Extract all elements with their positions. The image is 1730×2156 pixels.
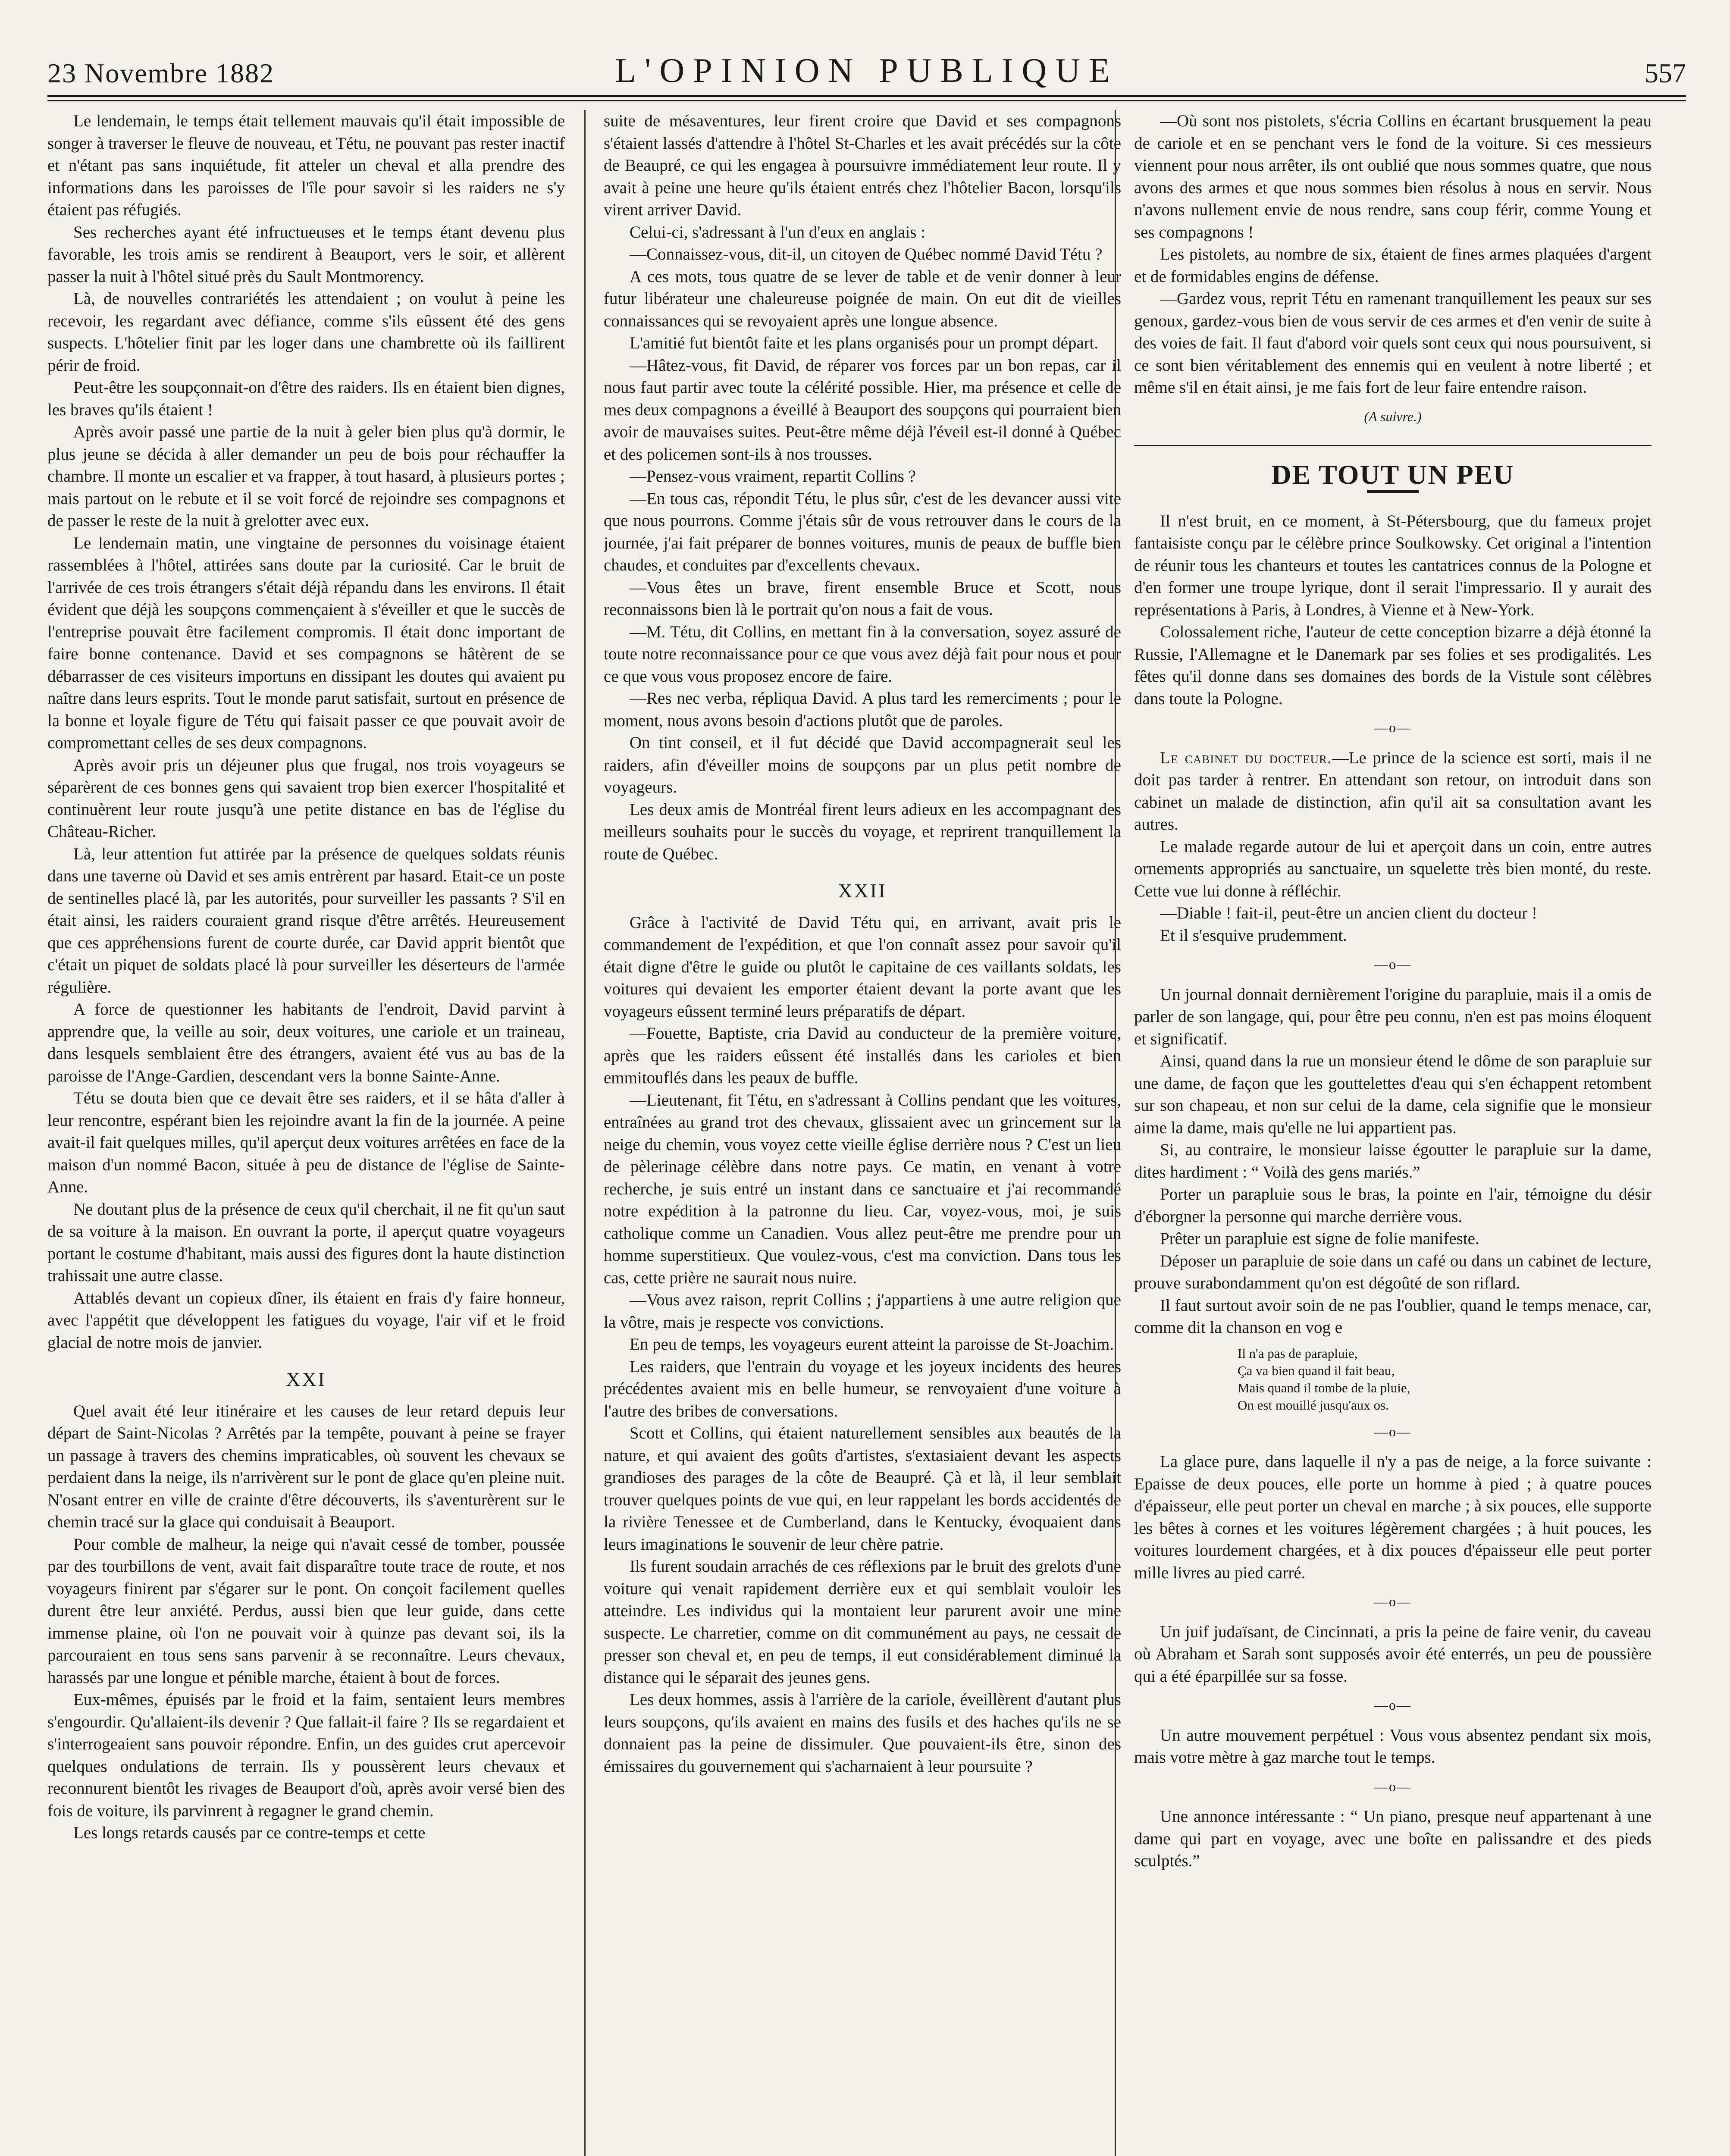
verse-line: Mais quand il tombe de la pluie, xyxy=(1238,1380,1410,1395)
paragraph: —Pensez-vous vraiment, repartit Collins ? xyxy=(630,467,916,486)
paragraph: Il faut surtout avoir soin de ne pas l'oublier, quand le temps menace, car, comme dit la chanson en vog e xyxy=(1134,1296,1652,1337)
paragraph: Porter un parapluie sous le bras, la pointe en l'air, témoigne du désir d'éborgner la personne qui marche derrière vous. xyxy=(1134,1185,1652,1226)
paragraph: Là, leur attention fut attirée par la présence de quelques soldats réunis dans une taverne où David et ses amis entrèrent par hasard. Etait-ce un poste de sentinelles placé là, par les autorités, pour surveiller les passants ? S'il en était ainsi, les raiders couraient grand risque d'être arrêtés. Heureusement que ces appréhensions furent de courte durée, car David apprit bientôt que c'était un piquet de soldats placé là pour surveiller les déserteurs de l'armée régulière. xyxy=(47,844,565,997)
paragraph: A force de questionner les habitants de l'endroit, David parvint à apprendre que, la veille au soir, deux voitures, une cariole et un traineau, dans lesquels semblaient être des étrangers, avaient été vus au bas de la paroisse de l'Ange-Gardien, descendant vers la bonne Sainte-Anne. xyxy=(47,1000,565,1085)
paragraph: —Hâtez-vous, fit David, de réparer vos forces par un bon repas, car il nous faut partir avec toute la célérité possible. Hier, ma présence et celle de mes deux compagnons a éveillé à Beauport des soupçons qui pourraient bien avoir de mauvaises suites. Peut-être même déjà l'éveil est-il donné à Québec et des policemen sont-ils à nos trousses. xyxy=(604,356,1121,464)
paragraph: Le malade regarde autour de lui et aperçoit dans un coin, entre autres ornements appropriés au sanctuaire, un squelette très bien monté, du reste. Cette vue lui donne à réfléchir. xyxy=(1134,837,1652,900)
paragraph: Eux-mêmes, épuisés par le froid et la faim, sentaient leurs membres s'engourdir. Qu'allaient-ils devenir ? Que fallait-il faire ? Ils se regardaient et s'interrogeaient sans pouvoir répondre. Enfin, un des guides crut apercevoir quelques ondulations de terrain. Ils y poussèrent leurs chevaux et reconnurent bientôt les rivages de Beauport d'où, après avoir versé bien des fois de voiture, ils parvinrent à regagner le grand chemin. xyxy=(47,1690,565,1820)
paragraph: Après avoir passé une partie de la nuit à geler bien plus qu'à dormir, le plus jeune se décida à aller demander un peu de bois pour réchauffer la chambre. Il monte un escalier et va frapper, à tout hasard, à plusieurs portes ; mais partout on le rebute et il se voit forcé de rejoindre ses compagnons et de passer le reste de la nuit à grelotter avec eux. xyxy=(47,423,565,530)
chapter-heading: XXI xyxy=(286,1368,326,1390)
item-text: —Le prince de la science est sorti, mais il ne doit pas tarder à rentrer. En attendant son retour, on introduit dans son cabinet un malade de distinction, afin qu'il ait sa consultation avant les autres. xyxy=(1134,748,1652,834)
item-divider: —o— xyxy=(1374,1594,1411,1609)
paragraph: Et il s'esquive prudemment. xyxy=(1160,926,1347,945)
paragraph: Les deux amis de Montréal firent leurs adieux en les accompagnant des meilleurs souhaits pour le succès du voyage, et reprirent tranquillement la route de Québec. xyxy=(604,800,1121,863)
paragraph: Là, de nouvelles contrariétés les attendaient ; on voulut à peine les recevoir, les regardant avec défiance, comme s'ils eûssent été des gens suspects. L'hôtelier finit par les loger dans une chambrette où ils faillirent périr de froid. xyxy=(47,289,565,375)
paragraph: Le lendemain, le temps était tellement mauvais qu'il était impossible de songer à traverser le fleuve de nouveau, et Tétu, ne pouvant pas rester inactif et n'étant pas sans inquiétude, fit atteler un cheval et alla prendre des informations dans les paroisses de l'île pour savoir si les raiders ne s'y étaient pas réfugiés. xyxy=(47,112,565,219)
paragraph: —Lieutenant, fit Tétu, en s'adressant à Collins pendant que les voitures, entraînées au grand trot des chevaux, glissaient avec un grincement sur la neige du chemin, vous voyez cette vieille église derrière nous ? C'est un lieu de pèlerinage célèbre dans notre pays. Ce matin, en venant à votre recherche, je suis entré un instant dans ce sanctuaire et j'ai recommandé notre expédition à la patronne du lieu. Car, voyez-vous, moi, je suis catholique comme un Canadien. Vous allez peut-être me prendre pour un homme superstitieux. Que voulez-vous, c'est ma conviction. Dans tous les cas, cette prière ne saurait nous nuire. xyxy=(604,1091,1121,1287)
paragraph: Si, au contraire, le monsieur laisse égoutter le parapluie sur la dame, dites hardiment : “ Voilà des gens mariés.” xyxy=(1134,1141,1652,1181)
item-divider: —o— xyxy=(1374,1778,1411,1794)
paragraph: On tint conseil, et il fut décidé que David accompagnerait seul les raiders, afin d'éveiller moins de soupçons par un plus petit nombre de voyageurs. xyxy=(604,733,1121,796)
paragraph: Le lendemain matin, une vingtaine de personnes du voisinage étaient rassemblées à l'hôtel, attirées sans doute par la curiosité. Car le bruit de l'arrivée de ces trois étrangers s'était déjà répandu dans les environs. Il était évident que déjà les soupçons commençaient à s'éveiller et que le succès de l'entreprise pouvait être facilement compromis. Il était donc important de faire bonne contenance. David et ses compagnons se hâtèrent de se débarrasser de ces visiteurs importuns en dissipant les doutes qui avaient pu naître dans leurs esprits. Tout le monde parut satisfait, surtout en présence de la bonne et loyale figure de Tétu qui faisait passer ce que pouvait avoir de compromettant celles de ses deux compagnons. xyxy=(47,533,565,752)
item-divider: —o— xyxy=(1374,1697,1411,1713)
paragraph: Ils furent soudain arrachés de ces réflexions par le bruit des grelots d'une voiture qui venait rapidement derrière eux et qui semblait vouloir les atteindre. Les individus qui la montaient leur parurent avoir une mine suspecte. Le charretier, comme on dit communément au pays, ne cessait de presser son cheval et, en peu de temps, il eut considérablement diminué la distance qui le séparait des jeunes gens. xyxy=(604,1557,1121,1687)
paragraph: Ainsi, quand dans la rue un monsieur étend le dôme de son parapluie sur une dame, de façon que les gouttelettes d'eau qui s'en échappent retombent sur son chapeau, et non sur celui de la dame, cela signifie que le monsieur aime la dame, mais qu'elle ne lui appartient pas. xyxy=(1134,1052,1652,1137)
paragraph: Pour comble de malheur, la neige qui n'avait cessé de tomber, poussée par des tourbillons de vent, avait fait disparaître toute trace de route, et nos voyageurs finirent par s'égarer sur le pont. On conçoit facilement quelles durent être leur anxiété. Perdus, aussi bien que leur guide, dans cette immense plaine, où l'on ne pouvait voir à quinze pas devant soi, ils la parcouraient en tous sens sans parvenir à se reconnaître. Leurs chevaux, harassés par une longue et pénible marche, étaient à bout de forces. xyxy=(47,1535,565,1687)
to-be-continued: (A suivre.) xyxy=(1364,408,1422,424)
paragraph: Scott et Collins, qui étaient naturellement sensibles aux beautés de la nature, et qui avaient des goûts d'artistes, s'extasiaient devant les aspects grandioses des parages de la côte de Beaupré. Çà et là, il leur semblait trouver quelques points de vue qui, en leur rappelant les bords accidentés de la rivière Tenessee et de Cumberland, dans le Kentucky, évoquaient dans leurs imaginations le souvenir de leur chère patrie. xyxy=(604,1424,1121,1554)
paragraph: Un juif judaïsant, de Cincinnati, a pris la peine de faire venir, du caveau où Abraham et Sarah sont supposés avoir été enterrés, un peu de poussière qui a été éparpillée sur sa fosse. xyxy=(1134,1622,1652,1686)
paragraph: —Vous avez raison, reprit Collins ; j'appartiens à une autre religion que la vôtre, mais je respecte vos convictions. xyxy=(604,1291,1121,1332)
paragraph: Quel avait été leur itinéraire et les causes de leur retard depuis leur départ de Saint-Nicolas ? Arrêtés par la tempête, pouvant à peine se frayer un passage à travers des chemins impraticables, où souvent les chevaux se perdaient dans la neige, ils n'arrivèrent sur le pont de glace qu'en pleine nuit. N'osant entrer en ville de crainte d'être découverts, ils s'aventurèrent sur le chemin tracé sur la glace qui conduisait à Beauport. xyxy=(47,1401,565,1531)
paragraph: Prêter un parapluie est signe de folie manifeste. xyxy=(1160,1229,1479,1248)
paragraph: Attablés devant un copieux dîner, ils étaient en frais d'y faire honneur, avec l'appétit que développent les fatigues du voyage, l'air vif et le froid glacial de notre mois de janvier. xyxy=(47,1288,565,1352)
item-lead: Le cabinet du docteur. xyxy=(1160,748,1332,767)
song-verse xyxy=(1238,1345,1652,1414)
paragraph: L'amitié fut bientôt faite et les plans organisés pour un prompt départ. xyxy=(630,334,1099,352)
paragraph: —Vous êtes un brave, firent ensemble Bruce et Scott, nous reconnaissons bien là le portrait qu'on nous a fait de vous. xyxy=(604,578,1121,619)
paragraph: Les raiders, que l'entrain du voyage et les joyeux incidents des heures précédentes avaient mis en belle humeur, se renvoyaient d'une voiture à l'autre des bribes de conversations. xyxy=(604,1357,1121,1420)
paragraph xyxy=(1134,747,1652,836)
column-2 xyxy=(604,110,1121,2156)
title-underline xyxy=(1367,490,1419,493)
item-divider: —o— xyxy=(1374,956,1411,972)
feature-title: DE TOUT UN PEU xyxy=(1271,459,1514,490)
paragraph: Grâce à l'activité de David Tétu qui, en arrivant, avait pris le commandement de l'expédition, et que l'on connaît assez pour savoir qu'il était digne d'être le guide ou plutôt le capitaine de ces vaillants soldats, les voitures qui devaient les emporter étaient devant la porte avant que les voyageurs eûssent terminé leurs préparatifs de départ. xyxy=(604,913,1121,1021)
paragraph: Peut-être les soupçonnait-on d'être des raiders. Ils en étaient bien dignes, les braves qu'ils étaient ! xyxy=(47,378,565,419)
paragraph: A ces mots, tous quatre de se lever de table et de venir donner à leur futur libérateur une chaleureuse poignée de main. On eut dit de vieilles connaissances qui se revoyaient après une longue absence. xyxy=(604,267,1121,330)
paragraph: Celui-ci, s'adressant à l'un d'eux en anglais : xyxy=(630,222,926,241)
verse-line: Il n'a pas de parapluie, xyxy=(1238,1345,1358,1361)
paragraph: —Fouette, Baptiste, cria David au conducteur de la première voiture, après que les raiders eûssent été installés dans les carioles et bien emmitouflés dans les peaux de buffle. xyxy=(604,1024,1121,1087)
chapter-heading: XXII xyxy=(838,880,887,902)
verse-line: Ça va bien quand il fait beau, xyxy=(1238,1363,1395,1378)
paragraph: Les longs retards causés par ce contre-temps et cette xyxy=(73,1824,426,1842)
verse-line: On est mouillé jusqu'aux os. xyxy=(1238,1397,1389,1413)
paragraph: —M. Tétu, dit Collins, en mettant fin à la conversation, soyez assuré de toute notre reconnaissance pour ce que vous avez déjà fait pour nous et pour ce que vous vous proposez encore de faire. xyxy=(604,622,1121,686)
item-divider: —o— xyxy=(1374,720,1411,735)
paragraph: —Connaissez-vous, dit-il, un citoyen de Québec nommé David Tétu ? xyxy=(630,245,1103,263)
paragraph: —Res nec verba, répliqua David. A plus tard les remerciments ; pour le moment, nous avons besoin d'actions plutôt que de paroles. xyxy=(604,689,1121,730)
section-separator xyxy=(1134,445,1652,446)
paragraph: Colossalement riche, l'auteur de cette conception bizarre a déjà étonné la Russie, l'Allemagne et le Danemark par ses folies et ses prodigalités. Les fêtes qu'il donne dans ses domaines des bords de la Vistule sont célèbres dans toute la Pologne. xyxy=(1134,623,1652,708)
paragraph: Déposer un parapluie de soie dans un café ou dans un cabinet de lecture, prouve surabondamment qu'on est dégoûté de son riflard. xyxy=(1134,1251,1652,1292)
paragraph: Ne doutant plus de la présence de ceux qu'il cherchait, il ne fit qu'un saut de sa voiture à la maison. En ouvrant la porte, il aperçut quatre voyageurs portant le costume d'habitant, mais aussi des figures dont la haute distinction trahissait une autre classe. xyxy=(47,1200,565,1285)
paragraph: Un journal donnait dernièrement l'origine du parapluie, mais il a omis de parler de son langage, qui, pour être peu connu, n'en est pas moins éloquent et significatif. xyxy=(1134,985,1652,1048)
paragraph: Tétu se douta bien que ce devait être ses raiders, et il se hâta d'aller à leur rencontre, espérant bien les rejoindre avant la fin de la journée. A peine avait-il fait quelques milles, qu'il aperçut deux voitures arrêtées en face de la maison d'un nommé Bacon, située à peu de distance de l'église de Sainte-Anne. xyxy=(47,1089,565,1196)
paragraph: Il n'est bruit, en ce moment, à St-Pétersbourg, que du fameux projet fantaisiste conçu par le célèbre prince Soulkowsky. Cet original a l'intention de réunir tous les chanteurs et toutes les cantatrices connus de la Pologne et d'en former une troupe lyrique, dont il serait l'impressario. Il y aurait des représentations à Paris, à Londres, à Vienne et à New-York. xyxy=(1134,511,1652,619)
paragraph: —Diable ! fait-il, peut-être un ancien client du docteur ! xyxy=(1160,904,1537,922)
item-divider: —o— xyxy=(1374,1423,1411,1439)
paragraph: Les pistolets, au nombre de six, étaient de fines armes plaquées d'argent et de formidables engins de défense. xyxy=(1134,245,1652,286)
paragraph: La glace pure, dans laquelle il n'y a pas de neige, a la force suivante : Epaisse de deux pouces, elle porte un homme à pied ; à quatre pouces d'épaisseur, elle peut porter un cheval en marche ; à six pouces, elle supporte les bêtes à cornes et les voitures légèrement chargées ; à huit pouces, les voitures lourdement chargées, et à dix pouces d'épaisseur elle peut porter mille livres au pied carré. xyxy=(1134,1452,1652,1582)
header-rule xyxy=(47,95,1686,97)
paragraph: Après avoir pris un déjeuner plus que frugal, nos trois voyageurs se séparèrent de ces bonnes gens qui savaient trop bien exercer l'hospitalité et continuèrent leur route jusqu'à une petite distance en bas de l'église du Château-Richer. xyxy=(47,755,565,841)
paragraph: —Gardez vous, reprit Tétu en ramenant tranquillement les peaux sur ses genoux, gardez-vous bien de vous servir de ces armes et d'en venir de suite à des voies de fait. Il faut d'abord voir quels sont ceux qui nous poursuivent, si ce sont bien véritablement des ennemis qui en veulent à notre liberté ; et même s'il en était ainsi, je me fais fort de leur faire entendre raison. xyxy=(1134,289,1652,397)
paragraph: suite de mésaventures, leur firent croire que David et ses compagnons s'étaient lassés d'attendre à l'hôtel St-Charles et les avait précédés sur la côte de Beaupré, ce qui les engagea à poursuivre immédiatement leur route. Il y avait à peine une heure qu'ils étaient entrés chez l'hôtelier Bacon, lorsqu'ils virent arriver David. xyxy=(604,112,1121,219)
page-number: 557 xyxy=(1645,58,1686,88)
paragraph: Ses recherches ayant été infructueuses et le temps étant devenu plus favorable, les trois amis se rendirent à Beauport, vers le soir, et allèrent passer la nuit à l'hôtel situé près du Sault Montmorency. xyxy=(47,222,565,286)
paragraph: —Où sont nos pistolets, s'écria Collins en écartant brusquement la peau de cariole et en se penchant vers le fond de la voiture. Si ces messieurs viennent pour nous arrêter, ils ont oublié que nous sommes quatre, que nous avons des armes et que nous sommes bien résolus à nous en servir. Nous n'avons nullement envie de nous rendre, sans coup férir, comme Young et ses compagnons ! xyxy=(1134,112,1652,241)
issue-date: 23 Novembre 1882 xyxy=(47,58,275,88)
paragraph: Une annonce intéressante : “ Un piano, presque neuf appartenant à une dame qui part en voyage, avec une boîte en palissandre et des pieds sculptés.” xyxy=(1134,1807,1652,1870)
paragraph: —En tous cas, répondit Tétu, le plus sûr, c'est de les devancer aussi vite que nous pourrons. Comme j'étais sûr de vous retrouver dans le cours de la journée, j'ai fait préparer de bonnes voitures, munis de peaux de buffle bien chaudes, et conduites par d'excellents chevaux. xyxy=(604,489,1121,574)
paragraph: Un autre mouvement perpétuel : Vous vous absentez pendant six mois, mais votre mètre à gaz marche tout le temps. xyxy=(1134,1726,1652,1767)
column-divider xyxy=(584,110,586,2156)
column-1 xyxy=(47,110,565,2156)
paragraph: Les deux hommes, assis à l'arrière de la cariole, éveillèrent d'autant plus leurs soupçons, qu'ils avaient en mains des fusils et des haches qu'ils ne se donnaient pas la peine de dissimuler. Que pouvaient-ils être, sinon des émissaires du gouvernement qui s'acharnaient à leur poursuite ? xyxy=(604,1690,1121,1776)
paragraph: En peu de temps, les voyageurs eurent atteint la paroisse de St-Joachim. xyxy=(630,1335,1114,1354)
header-rule-thin xyxy=(47,100,1686,101)
page-header xyxy=(47,45,1686,93)
newspaper-title: L'OPINION PUBLIQUE xyxy=(615,52,1119,90)
column-3 xyxy=(1134,110,1652,2156)
